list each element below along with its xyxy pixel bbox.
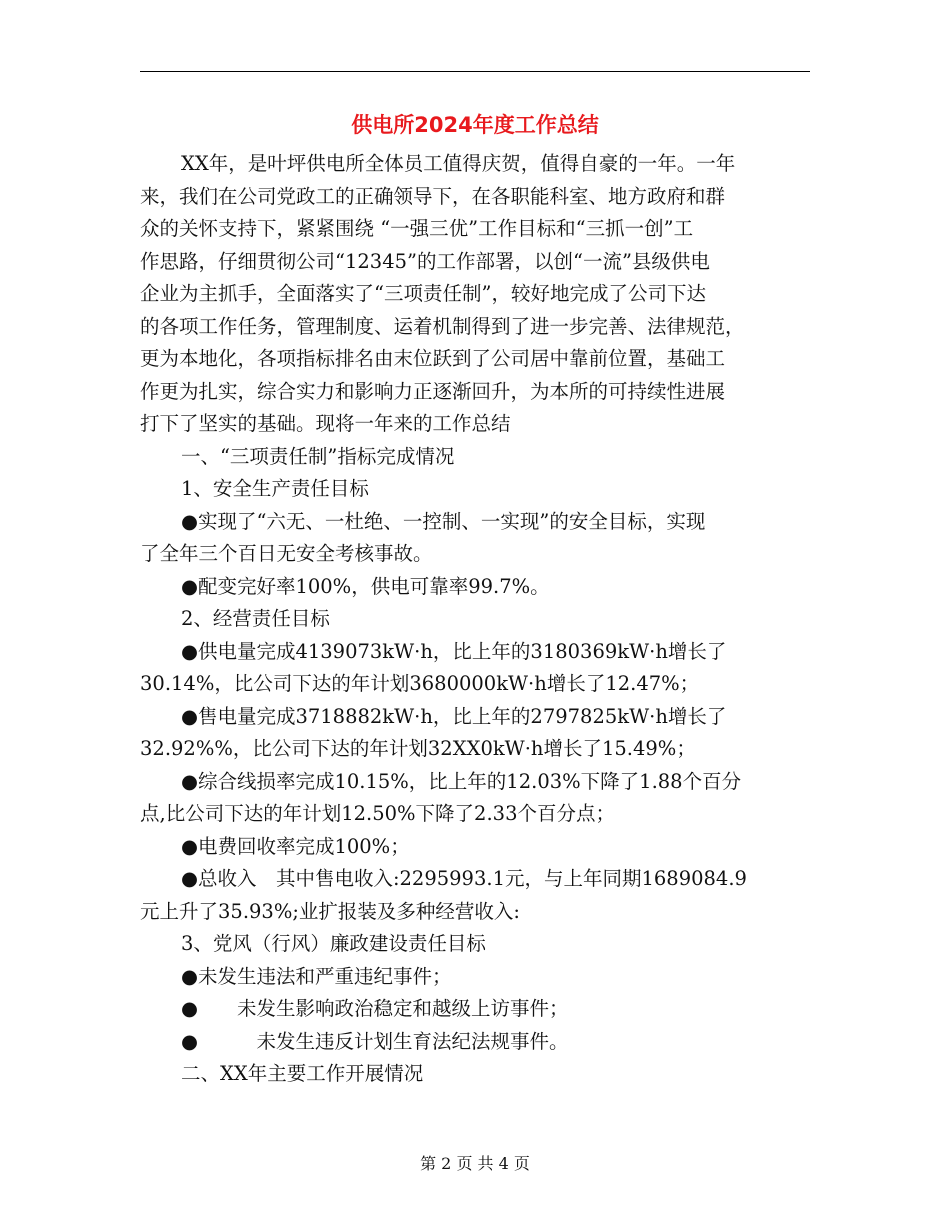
header-rule <box>140 71 810 72</box>
body-line: ●总收入 其中售电收入:2295993.1元，与上年同期1689084.9 <box>180 867 747 890</box>
body-line: ●售电量完成3718882kW·h，比上年的2797825kW·h增长了 <box>180 704 727 728</box>
body-line: 众的关怀支持下，紧紧围绕 “一强三优”工作目标和“三抓一创”工 <box>140 217 694 240</box>
document-body <box>140 148 810 1091</box>
body-line: 1、安全生产责任目标 <box>180 477 369 500</box>
body-line: 来，我们在公司党政工的正确领导下，在各职能科室、地方政府和群 <box>140 184 726 208</box>
body-line: ●电费回收率完成100%； <box>180 834 410 858</box>
body-line: ● 未发生违反计划生育法纪法规事件。 <box>180 1029 569 1053</box>
body-line: 3、党风（行风）廉政建设责任目标 <box>180 932 486 955</box>
body-line: ●未发生违法和严重违纪事件； <box>180 964 452 988</box>
body-line: ●配变完好率100%，供电可靠率99.7%。 <box>180 574 550 598</box>
body-line: ● 未发生影响政治稳定和越级上访事件； <box>180 997 569 1020</box>
body-line: 二、XX年主要工作开展情况 <box>180 1062 424 1085</box>
body-line: 更为本地化，各项指标排名由末位跃到了公司居中靠前位置，基础工 <box>140 347 726 370</box>
body-line: 作思路，仔细贯彻公司“12345”的工作部署，以创“一流”县级供电 <box>140 249 710 273</box>
body-line: ●综合线损率完成10.15%，比上年的12.03%下降了1.88个百分 <box>180 769 742 793</box>
body-line: 2、经营责任目标 <box>180 607 330 630</box>
body-line: ●供电量完成4139073kW·h，比上年的3180369kW·h增长了 <box>180 639 727 663</box>
body-line: 打下了坚实的基础。现将一年来的工作总结 <box>140 412 511 435</box>
document-title: 供电所2024年度工作总结 <box>351 113 599 137</box>
body-line: 点,比公司下达的年计划12.50%下降了2.33个百分点； <box>140 802 615 825</box>
body-line: 企业为主抓手，全面落实了“三项责任制”，较好地完成了公司下达 <box>140 282 706 305</box>
body-line: 一、“三项责任制”指标完成情况 <box>180 444 455 468</box>
body-line: 32.92%%，比公司下达的年计划32XX0kW·h增长了15.49%； <box>140 737 696 760</box>
body-line: 元上升了35.93%;业扩报装及多种经营收入: <box>140 899 520 923</box>
body-line: 的各项工作任务，管理制度、运着机制得到了进一步完善、法律规范， <box>140 314 745 338</box>
body-line: 30.14%，比公司下达的年计划3680000kW·h增长了12.47%； <box>140 672 700 695</box>
body-line: 作更为扎实，综合实力和影响力正逐渐回升，为本所的可持续性进展 <box>140 379 726 403</box>
page-number: 第 2 页 共 4 页 <box>420 1154 530 1173</box>
body-line: 了全年三个百日无安全考核事故。 <box>140 542 433 565</box>
body-line: ●实现了“六无、一杜绝、一控制、一实现”的安全目标，实现 <box>180 509 706 533</box>
body-line: XX年，是叶坪供电所全体员工值得庆贺，值得自豪的一年。一年 <box>180 152 736 175</box>
